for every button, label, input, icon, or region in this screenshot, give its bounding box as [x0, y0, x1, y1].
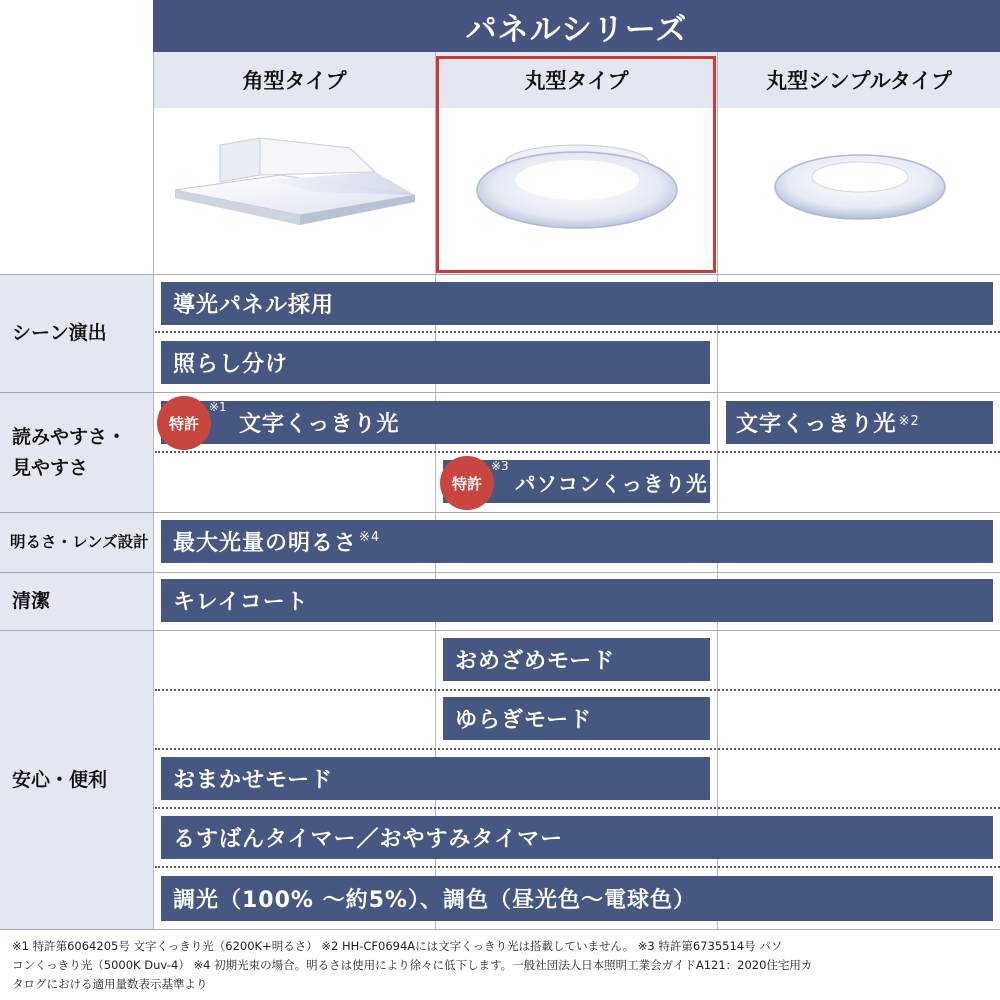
feature-dimming-label: 調光（100% ～約5%）、調色（昼光色～電球色） [173, 888, 696, 913]
feature-pc-clear-light-label: パソコンくっきり光 [515, 471, 708, 496]
category-scene [0, 275, 153, 392]
patent-badge-label: 特許 [168, 414, 199, 433]
column-header-square: 角型タイプ [154, 52, 435, 108]
column-header-round: 丸型タイプ [436, 52, 717, 108]
dotted-separator [155, 331, 1000, 333]
feature-timer-label: るすばんタイマー／おやすみタイマー [173, 827, 564, 852]
dotted-separator [155, 689, 1000, 691]
feature-wakeup-mode [443, 638, 710, 681]
feature-yuragi-mode-label: ゆらぎモード [455, 708, 593, 733]
feature-omakase-mode-label: おまかせモード [173, 768, 334, 793]
category-brightness-label: 明るさ・レンズ設計 [10, 533, 149, 552]
footnote-ref-4: ※4 [359, 530, 381, 545]
footnote-ref-3: ※3 [491, 459, 509, 473]
category-brightness [0, 513, 153, 572]
patent-badge [440, 456, 494, 510]
footnote-line-3: タログにおける適用量数表示基準より [12, 977, 208, 991]
dotted-separator [155, 807, 1000, 809]
feature-text-clear-light-simple-label: 文字くっきり光 [736, 412, 897, 437]
dotted-separator [155, 451, 1000, 453]
feature-text-clear-light-simple [726, 401, 993, 444]
footnote-ref-1: ※1 [209, 400, 227, 414]
feature-max-brightness-label: 最大光量の明るさ [173, 531, 358, 556]
category-safety-label: 安心・便利 [12, 768, 108, 791]
category-scene-label: シーン演出 [12, 322, 107, 345]
feature-light-split [161, 341, 710, 384]
category-clean-label: 清潔 [12, 590, 51, 613]
category-readability-label-2: 見やすさ [12, 456, 89, 479]
feature-kirei-coat-label: キレイコート [173, 590, 309, 615]
patent-badge [157, 396, 211, 450]
feature-dimming [161, 876, 993, 921]
grid-vline-col3 [717, 52, 718, 930]
category-clean [0, 573, 153, 630]
feature-light-split-label: 照らし分け [173, 352, 289, 377]
feature-kirei-coat [161, 579, 993, 622]
column-header-round-simple: 丸型シンプルタイプ [718, 52, 1000, 108]
feature-timer [161, 816, 993, 859]
dotted-separator [155, 866, 1000, 868]
round-simple-light-icon [770, 145, 950, 225]
footnote-line-1: ※1 特許第6064205号 文字くっきり光（6200K+明るさ） ※2 HH-CF0694Aには文字くっきり光は搭載していません。 ※3 特許第6735514号 パソ [12, 939, 783, 953]
feature-wakeup-mode-label: おめざめモード [455, 649, 616, 674]
feature-light-guide-panel-label: 導光パネル採用 [173, 293, 335, 318]
feature-text-clear-light-label: 文字くっきり光 [239, 412, 400, 437]
footnotes [12, 937, 990, 994]
grid-hline-bottom [0, 929, 1000, 930]
patent-badge-label: 特許 [451, 474, 482, 493]
footnote-ref-2: ※2 [898, 414, 920, 429]
category-readability-label-1: 読みやすさ・ [12, 426, 127, 449]
square-panel-light-icon [165, 130, 425, 240]
grid-vline-left [153, 0, 154, 930]
footnote-line-2: コンくっきり光（5000K Duv-4） ※4 初期光束の場合。明るさは使用により徐々に低下します。一般社団法人日本照明工業会ガイドA121：2020住宅用カ [12, 958, 813, 972]
category-safety [0, 631, 153, 929]
feature-light-guide-panel [161, 282, 993, 325]
feature-text-clear-light [161, 401, 710, 444]
feature-yuragi-mode [443, 697, 710, 740]
feature-max-brightness [161, 520, 993, 563]
dotted-separator [155, 748, 1000, 750]
series-banner: パネルシリーズ [153, 0, 1000, 52]
category-readability [0, 393, 153, 512]
selected-column-highlight [436, 56, 716, 273]
feature-omakase-mode [161, 757, 710, 800]
